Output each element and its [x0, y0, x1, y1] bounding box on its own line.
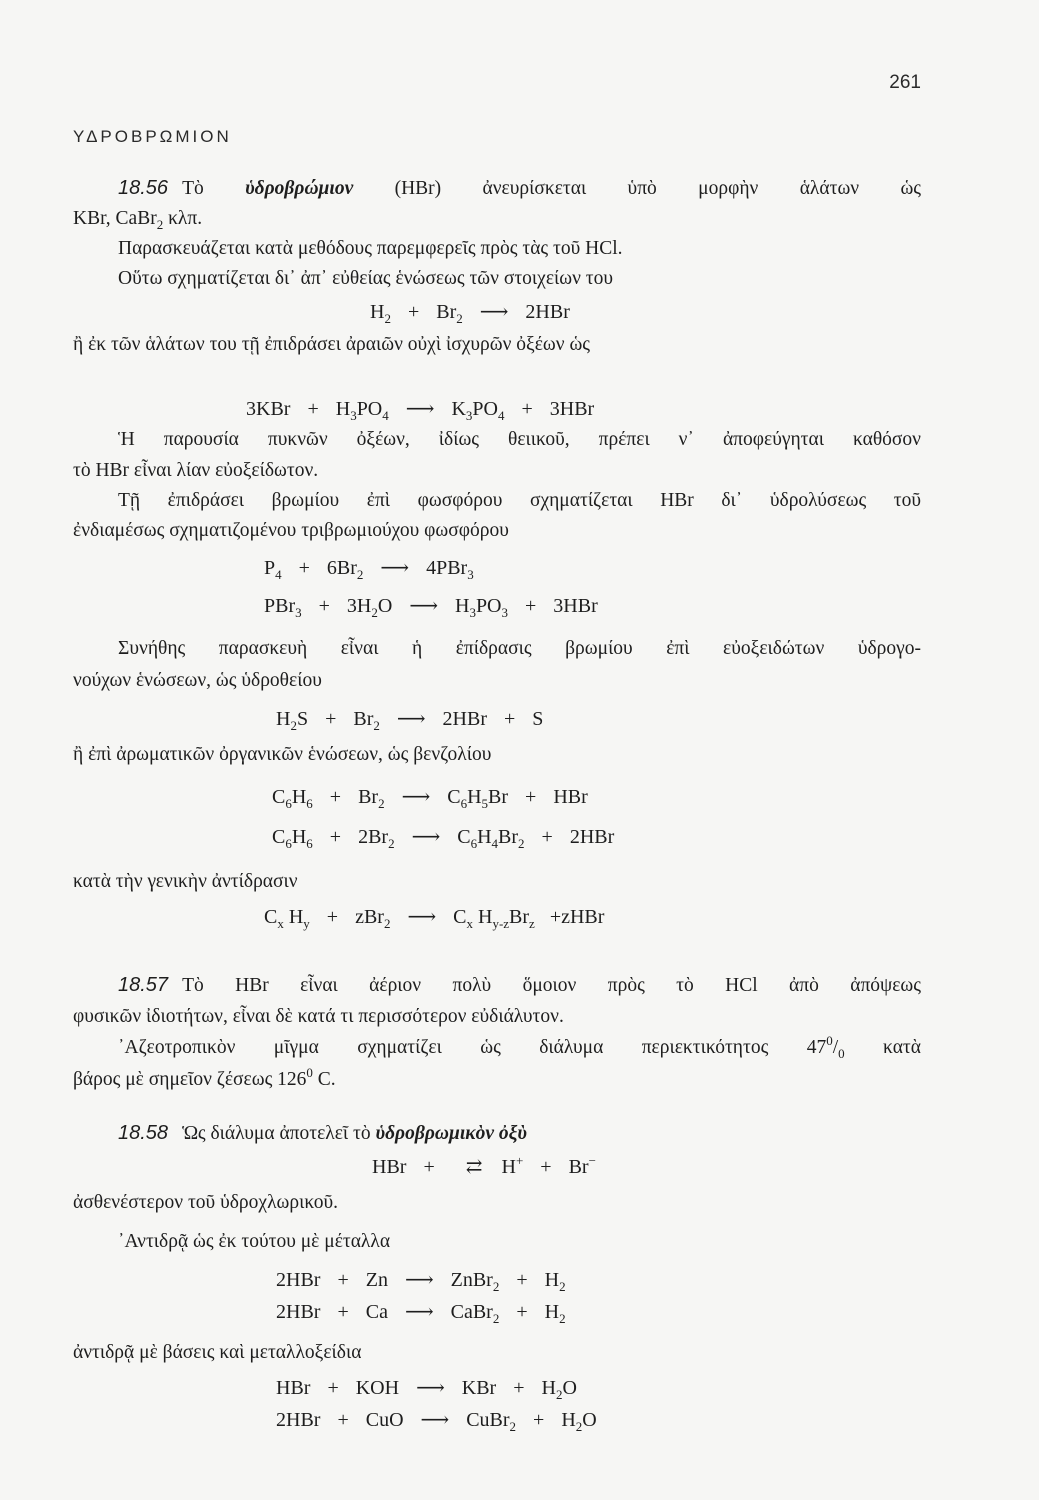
eq-term: PO	[472, 398, 498, 420]
eq-sup: −	[588, 1153, 596, 1168]
eq-sub: x	[466, 916, 473, 931]
eq-sub: 3	[465, 408, 473, 423]
text-fragment: Τὸ	[182, 178, 204, 199]
text-fragment: κατὰ	[844, 1037, 921, 1058]
eq-term: ZnBr	[450, 1269, 493, 1291]
eq-sub: 2	[290, 718, 297, 733]
plus-sign: +	[525, 786, 537, 808]
s1856-paragraph-6-line-2: ἐνδιαμέσως σχηματιζομένου τριβρωμιούχου φωσφόρου	[73, 520, 509, 541]
eq-term: C	[272, 826, 286, 848]
text-fragment: ᾽Αζεοτροπικὸν μῖγμα σχηματίζει ὡς διάλυμα περιεκτικότητος 47	[118, 1037, 827, 1058]
plus-sign: +	[516, 1301, 528, 1323]
subscript: 0	[838, 1046, 845, 1061]
plus-sign: +	[513, 1377, 525, 1399]
eq-sub: 6	[306, 796, 313, 811]
s1856-paragraph-7-line-2: νούχων ἑνώσεων, ὡς ὑδροθείου	[73, 670, 322, 691]
eq-term: Br	[498, 826, 519, 848]
s1856-paragraph-9: κατὰ τὴν γενικὴν ἀντίδρασιν	[73, 871, 298, 892]
eq-term: S	[532, 708, 544, 730]
eq-term: 3KBr	[246, 398, 291, 420]
eq-term: HBr	[276, 1377, 311, 1399]
eq-sub: 4	[497, 408, 505, 423]
plus-sign: +	[549, 906, 562, 928]
eq-term: O	[582, 1409, 597, 1431]
s1858-line-1	[73, 1120, 921, 1147]
reaction-arrow: ⟶	[380, 557, 410, 579]
eq-sub: 2	[378, 796, 385, 811]
eq-sub: 2	[388, 836, 395, 851]
eq-sub: 3	[469, 605, 476, 620]
eq-term: zHBr	[561, 906, 605, 928]
eq-sub: 6	[285, 796, 292, 811]
eq-sub: 6	[460, 796, 468, 811]
s1857-line-1	[73, 972, 921, 999]
equation-3	[264, 555, 474, 581]
eq-term: Br	[509, 906, 530, 928]
section-number-18-58: 18.58	[118, 1122, 169, 1144]
eq-sub: 2	[509, 1419, 517, 1434]
eq-term: C	[457, 826, 471, 848]
eq-term: Br	[568, 1156, 589, 1178]
text-fragment: /	[832, 1037, 839, 1058]
plus-sign: +	[503, 708, 516, 730]
eq-sub: 2	[456, 311, 463, 326]
eq-sub: 2	[371, 605, 378, 620]
eq-term: 6Br	[326, 557, 357, 579]
eq-sub: 4	[275, 567, 282, 582]
eq-term: 2HBr	[276, 1409, 321, 1431]
s1857-line-2: φυσικῶν ἰδιοτήτων, εἶναι δὲ κατά τι περισσότερον εὐδιάλυτον.	[73, 1006, 564, 1027]
eq-term: K	[451, 398, 466, 420]
eq-term: H	[370, 301, 385, 323]
plus-sign: +	[325, 708, 337, 730]
eq-term: H	[276, 708, 291, 730]
plus-sign: +	[521, 398, 533, 420]
plus-sign: +	[407, 301, 420, 323]
eq-term: 3HBr	[549, 398, 595, 420]
eq-sup: +	[515, 1153, 524, 1168]
equilibrium-arrow: ⇄	[465, 1156, 483, 1178]
subscript: 2	[156, 217, 164, 232]
eq-sub: 2	[575, 1419, 583, 1434]
eq-term: H	[501, 1156, 516, 1178]
eq-term: C	[453, 906, 467, 928]
eq-term: H	[477, 826, 492, 848]
eq-term: 2HBr	[525, 301, 570, 323]
eq-term: KOH	[355, 1377, 400, 1399]
eq-term: 2HBr	[276, 1269, 321, 1291]
reaction-arrow: ⟶	[404, 1269, 434, 1291]
s1856-paragraph-5-line-1: Ἡ παρουσία πυκνῶν ὀξέων, ἰδίως θειικοῦ, πρέπει ν᾽ ἀποφεύγηται καθόσον	[118, 429, 921, 450]
text-fragment: C.	[312, 1069, 336, 1090]
equation-2	[246, 396, 594, 422]
text-fragment: Τὸ HBr εἶναι ἀέριον πολὺ ὅμοιον πρὸς τὸ HCl ἀπὸ ἀπόψεως	[182, 975, 921, 996]
reaction-arrow: ⟶	[396, 708, 426, 730]
eq-term: CuBr	[466, 1409, 510, 1431]
superscript: 0	[826, 1033, 833, 1048]
eq-term: Br	[358, 786, 379, 808]
equation-1	[370, 299, 570, 325]
equation-12	[276, 1375, 577, 1401]
eq-term: HBr	[372, 1156, 407, 1178]
plus-sign: +	[329, 826, 342, 848]
eq-sub: 3	[467, 567, 474, 582]
eq-term: 4PBr	[426, 557, 468, 579]
reaction-arrow: ⟶	[405, 398, 435, 420]
eq-term: H	[541, 1377, 556, 1399]
running-head: ΥΔΡΟΒΡΩΜΙΟΝ	[73, 127, 232, 146]
eq-term: 2HBr	[276, 1301, 321, 1323]
s1857-line-3	[118, 1035, 921, 1061]
eq-term: PO	[475, 595, 502, 617]
eq-sub: 2	[383, 916, 391, 931]
eq-term: H	[467, 786, 482, 808]
eq-term: H	[335, 398, 351, 420]
eq-sub: z	[529, 916, 535, 931]
equation-8	[264, 904, 604, 930]
equation-4	[264, 593, 598, 619]
s1858-line-4: ἀντιδρᾷ μὲ βάσεις καὶ μεταλλοξείδια	[73, 1342, 362, 1363]
eq-term: H	[544, 1269, 560, 1291]
plus-sign: +	[525, 595, 537, 617]
eq-sub: y	[303, 916, 310, 931]
plus-sign: +	[423, 1156, 435, 1178]
eq-term: CuO	[365, 1409, 404, 1431]
reaction-arrow: ⟶	[416, 1377, 445, 1399]
text-fragment: κλπ.	[163, 208, 203, 229]
plus-sign: +	[329, 786, 342, 808]
eq-term: H	[544, 1301, 560, 1323]
term-hydrobromide: ὑδροβρώμιον	[245, 178, 354, 199]
plus-sign: +	[541, 826, 553, 848]
plus-sign: +	[327, 1377, 339, 1399]
eq-sub: 3	[295, 605, 302, 620]
reaction-arrow: ⟶	[411, 826, 441, 848]
superscript: 0	[306, 1065, 313, 1080]
eq-term: H	[291, 826, 307, 848]
equation-11	[276, 1299, 566, 1325]
eq-sub: 2	[555, 1387, 563, 1402]
reaction-arrow: ⟶	[404, 1301, 434, 1323]
eq-term: C	[264, 906, 278, 928]
s1856-paragraph-2: Παρασκευάζεται κατὰ μεθόδους παρεμφερεῖς πρὸς τὰς τοῦ HCl.	[118, 238, 623, 259]
equation-6	[272, 784, 588, 810]
eq-term: 2HBr	[569, 826, 615, 848]
eq-term: Br	[436, 301, 457, 323]
eq-sub: 2	[559, 1311, 566, 1326]
s1856-line-2	[73, 206, 921, 232]
reaction-arrow: ⟶	[409, 595, 438, 617]
eq-sub: 2	[559, 1279, 566, 1294]
s1856-paragraph-3: Οὕτω σχηματίζεται δι᾽ ἀπ᾽ εὐθείας ἑνώσεως τῶν στοιχείων του	[118, 268, 614, 289]
eq-sub: 4	[491, 836, 499, 851]
s1856-paragraph-8: ἢ ἐπὶ ἀρωματικῶν ὀργανικῶν ἑνώσεων, ὡς βενζολίου	[73, 744, 492, 765]
text-fragment: KBr, CaBr	[73, 208, 157, 229]
eq-term: KBr	[461, 1377, 497, 1399]
page-number: 261	[889, 72, 921, 93]
plus-sign: +	[307, 398, 319, 420]
s1858-line-3: ᾽Αντιδρᾷ ὡς ἐκ τούτου μὲ μέταλλα	[118, 1231, 391, 1252]
reaction-arrow: ⟶	[479, 301, 509, 323]
equation-9	[372, 1154, 596, 1180]
eq-term: H	[472, 906, 493, 928]
eq-sub: 3	[350, 408, 357, 423]
eq-sub: 6	[285, 836, 292, 851]
eq-sub: 2	[356, 567, 364, 582]
equation-5	[276, 706, 543, 732]
eq-sub: 6	[470, 836, 478, 851]
section-number-18-56: 18.56	[118, 177, 169, 199]
eq-sub: 4	[382, 408, 389, 423]
eq-sub: x	[277, 916, 284, 931]
plus-sign: +	[533, 1409, 545, 1431]
s1856-paragraph-7-line-1: Συνήθης παρασκευὴ εἶναι ἡ ἐπίδρασις βρωμίου ἐπὶ εὐοξειδώτων ὑδρογο-	[118, 638, 921, 659]
equation-7	[272, 824, 614, 850]
equation-13	[276, 1407, 597, 1433]
eq-sub: 2	[492, 1279, 500, 1294]
plus-sign: +	[298, 557, 310, 579]
eq-term: HBr	[553, 786, 588, 808]
eq-term: CaBr	[450, 1301, 493, 1323]
reaction-arrow: ⟶	[407, 906, 437, 928]
plus-sign: +	[337, 1269, 349, 1291]
eq-term: Br	[488, 786, 509, 808]
eq-term: P	[264, 557, 276, 579]
text-fragment: (HBr) ἀνευρίσκεται ὑπὸ μορφὴν ἁλάτων ὡς	[394, 178, 922, 199]
eq-term: PBr	[264, 595, 296, 617]
s1856-line-1	[73, 175, 921, 202]
eq-sub: 2	[373, 718, 380, 733]
reaction-arrow: ⟶	[420, 1409, 450, 1431]
eq-term: 3HBr	[553, 595, 598, 617]
eq-term: Br	[353, 708, 374, 730]
eq-term: O	[562, 1377, 577, 1399]
eq-term: Ca	[365, 1301, 388, 1323]
plus-sign: +	[337, 1301, 349, 1323]
text-fragment: βάρος μὲ σημεῖον ζέσεως 126	[73, 1069, 307, 1090]
eq-term: C	[272, 786, 286, 808]
s1858-line-2: ἀσθενέστερον τοῦ ὑδροχλωρικοῦ.	[73, 1192, 339, 1213]
eq-sub: 3	[501, 605, 509, 620]
eq-term: 3H	[346, 595, 372, 617]
reaction-arrow: ⟶	[401, 786, 431, 808]
eq-term: zBr	[355, 906, 384, 928]
section-number-18-57: 18.57	[118, 974, 169, 996]
s1856-paragraph-4: ἢ ἐκ τῶν ἁλάτων του τῇ ἐπιδράσει ἀραιῶν οὐχὶ ἰσχυρῶν ὀξέων ὡς	[73, 334, 590, 355]
plus-sign: +	[326, 906, 339, 928]
eq-sub: 2	[518, 836, 525, 851]
plus-sign: +	[337, 1409, 349, 1431]
eq-term: H	[291, 786, 307, 808]
eq-term: S	[296, 708, 309, 730]
term-hydrobromic-acid: ὑδροβρωμικὸν ὀξὺ	[375, 1123, 527, 1144]
eq-term: Zn	[365, 1269, 388, 1291]
text-fragment: Ὡς διάλυμα ἀποτελεῖ τὸ	[182, 1123, 371, 1144]
eq-term: PO	[356, 398, 383, 420]
eq-sub: y-z	[492, 916, 510, 931]
eq-sub: 2	[384, 311, 391, 326]
s1857-line-4	[73, 1067, 921, 1093]
eq-sub: 6	[306, 836, 313, 851]
eq-term: H	[454, 595, 470, 617]
eq-term: 2HBr	[442, 708, 487, 730]
eq-sub: 2	[492, 1311, 500, 1326]
eq-term: H	[561, 1409, 576, 1431]
eq-term: C	[447, 786, 461, 808]
eq-term: H	[283, 906, 304, 928]
plus-sign: +	[540, 1156, 552, 1178]
plus-sign: +	[516, 1269, 528, 1291]
eq-sub: 5	[481, 796, 489, 811]
plus-sign: +	[318, 595, 330, 617]
eq-term: O	[377, 595, 393, 617]
s1856-paragraph-6-line-1: Τῇ ἐπιδράσει βρωμίου ἐπὶ φωσφόρου σχηματίζεται HBr δι᾽ ὑδρολύσεως τοῦ	[118, 490, 921, 511]
s1856-paragraph-5-line-2: τὸ HBr εἶναι λίαν εὐοξείδωτον.	[73, 460, 319, 481]
equation-10	[276, 1267, 566, 1293]
eq-term: 2Br	[358, 826, 389, 848]
